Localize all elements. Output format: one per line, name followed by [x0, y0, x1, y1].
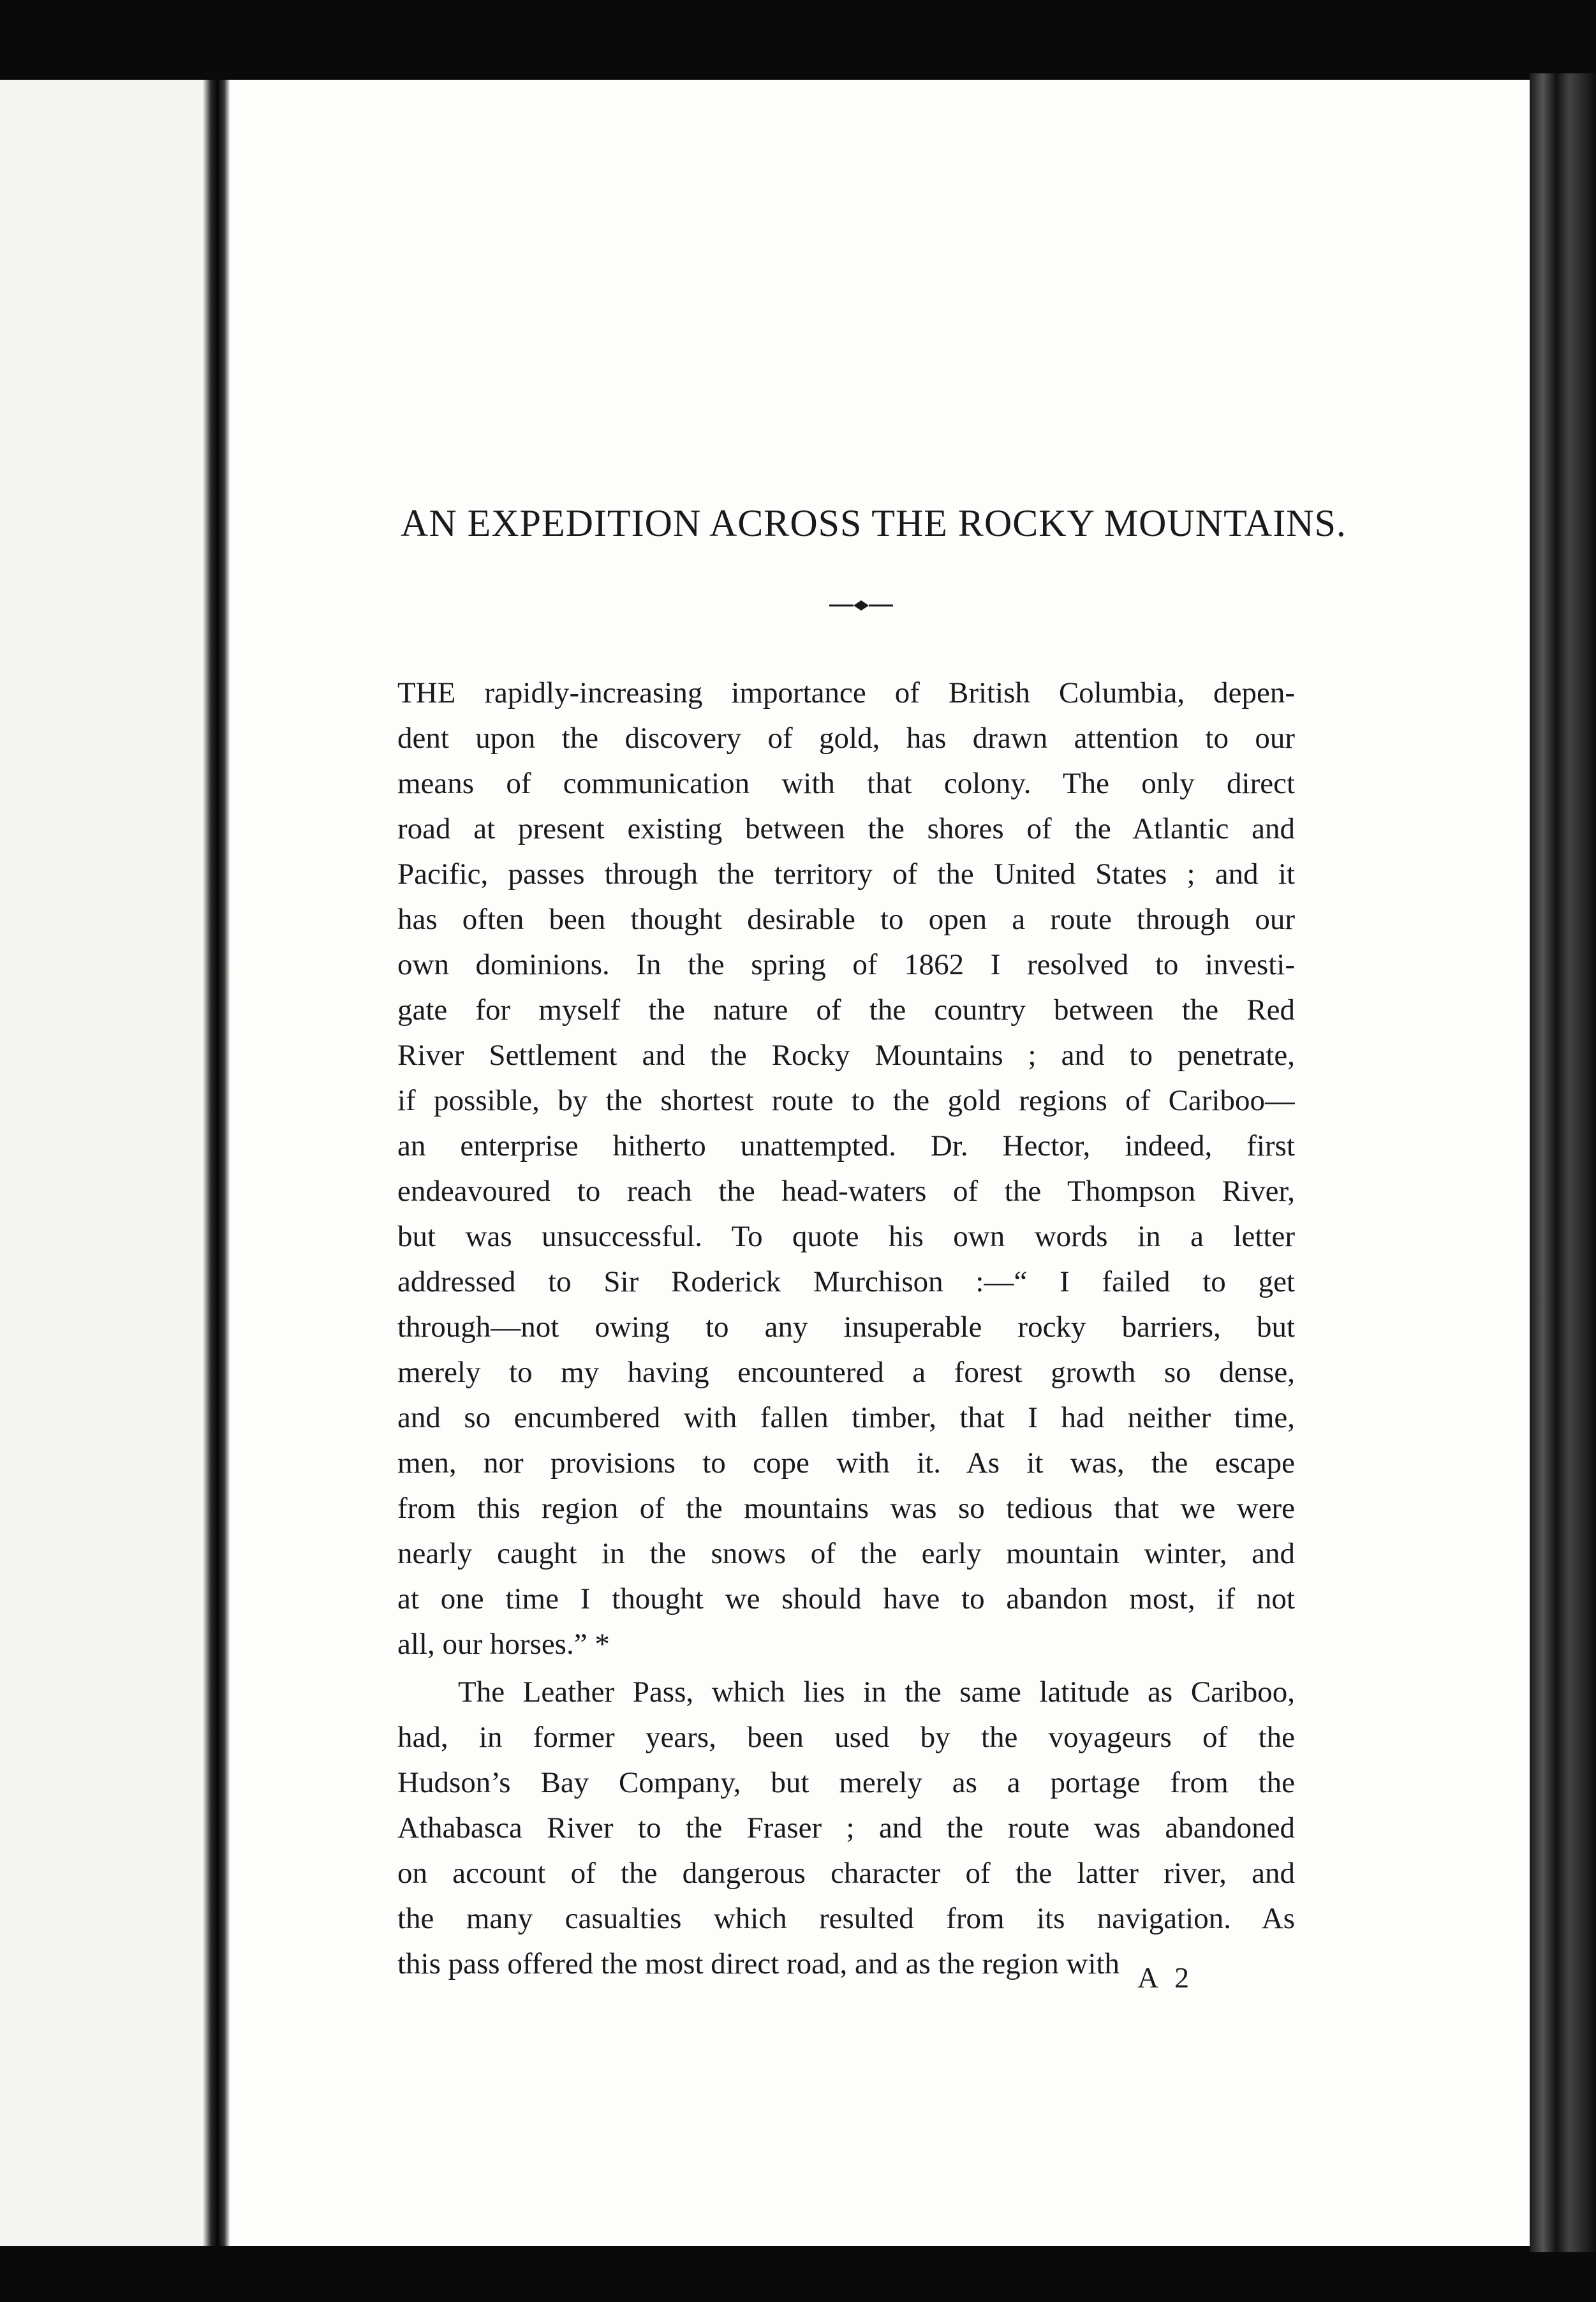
- text-line: has often been thought desirable to open a route through our: [397, 903, 1295, 936]
- text-line: had, in former years, been used by the voyageurs of the: [397, 1721, 1295, 1754]
- text-line: merely to my having encountered a forest growth so dense,: [397, 1356, 1295, 1389]
- paragraph-2: [397, 1670, 1295, 1987]
- text-line: River Settlement and the Rocky Mountains ; and to penetrate,: [397, 1039, 1295, 1072]
- text-line: an enterprise hitherto unattempted. Dr. Hector, indeed, first: [397, 1129, 1295, 1162]
- text-line: from this region of the mountains was so tedious that we were: [397, 1492, 1295, 1525]
- text-line: on account of the dangerous character of the latter river, and: [397, 1857, 1295, 1890]
- text-line: and so encumbered with fallen timber, that I had neither time,: [397, 1401, 1295, 1434]
- title-ornament: [829, 598, 893, 613]
- text-line: own dominions. In the spring of 1862 I resolved to investi-: [397, 948, 1295, 981]
- chapter-title: AN EXPEDITION ACROSS THE ROCKY MOUNTAINS.: [401, 502, 1347, 544]
- text-line: endeavoured to reach the head-waters of the Thompson River,: [397, 1175, 1295, 1208]
- text-line: dent upon the discovery of gold, has drawn attention to our: [397, 722, 1295, 755]
- text-line: Hudson’s Bay Company, but merely as a portage from the: [397, 1766, 1295, 1799]
- text-line: all, our horses.” *: [397, 1628, 610, 1661]
- text-line: through—not owing to any insuperable rocky barriers, but: [397, 1311, 1295, 1344]
- text-line: Athabasca River to the Fraser ; and the route was abandoned: [397, 1811, 1295, 1845]
- text-line: men, nor provisions to cope with it. As it was, the escape: [397, 1446, 1295, 1480]
- paragraph-1: [397, 671, 1295, 1667]
- text-line: but was unsuccessful. To quote his own words in a letter: [397, 1220, 1295, 1253]
- text-line: Pacific, passes through the territory of the United States ; and it: [397, 858, 1295, 891]
- text-line: road at present existing between the shores of the Atlantic and: [397, 812, 1295, 845]
- text-line: The Leather Pass, which lies in the same latitude as Cariboo,: [458, 1675, 1295, 1709]
- text-line: means of communication with that colony. The only direct: [397, 767, 1295, 800]
- text-line: if possible, by the shortest route to the gold regions of Cariboo—: [397, 1084, 1295, 1117]
- text-line: gate for myself the nature of the country between the Red: [397, 993, 1295, 1027]
- text-line: THE rapidly-increasing importance of British Columbia, depen-: [397, 676, 1295, 709]
- facing-page-edge: [0, 80, 203, 2246]
- text-line: addressed to Sir Roderick Murchison :—“ I failed to get: [397, 1265, 1295, 1298]
- text-line: at one time I thought we should have to abandon most, if not: [397, 1582, 1295, 1615]
- page-edge-shadow: [1530, 73, 1596, 2252]
- text-line: nearly caught in the snows of the early mountain winter, and: [397, 1537, 1295, 1570]
- text-line: the many casualties which resulted from its navigation. As: [397, 1902, 1295, 1935]
- signature-mark: A 2: [1137, 1961, 1195, 1994]
- text-line: this pass offered the most direct road, and as the region with: [397, 1947, 1120, 1980]
- book-gutter: [203, 80, 230, 2246]
